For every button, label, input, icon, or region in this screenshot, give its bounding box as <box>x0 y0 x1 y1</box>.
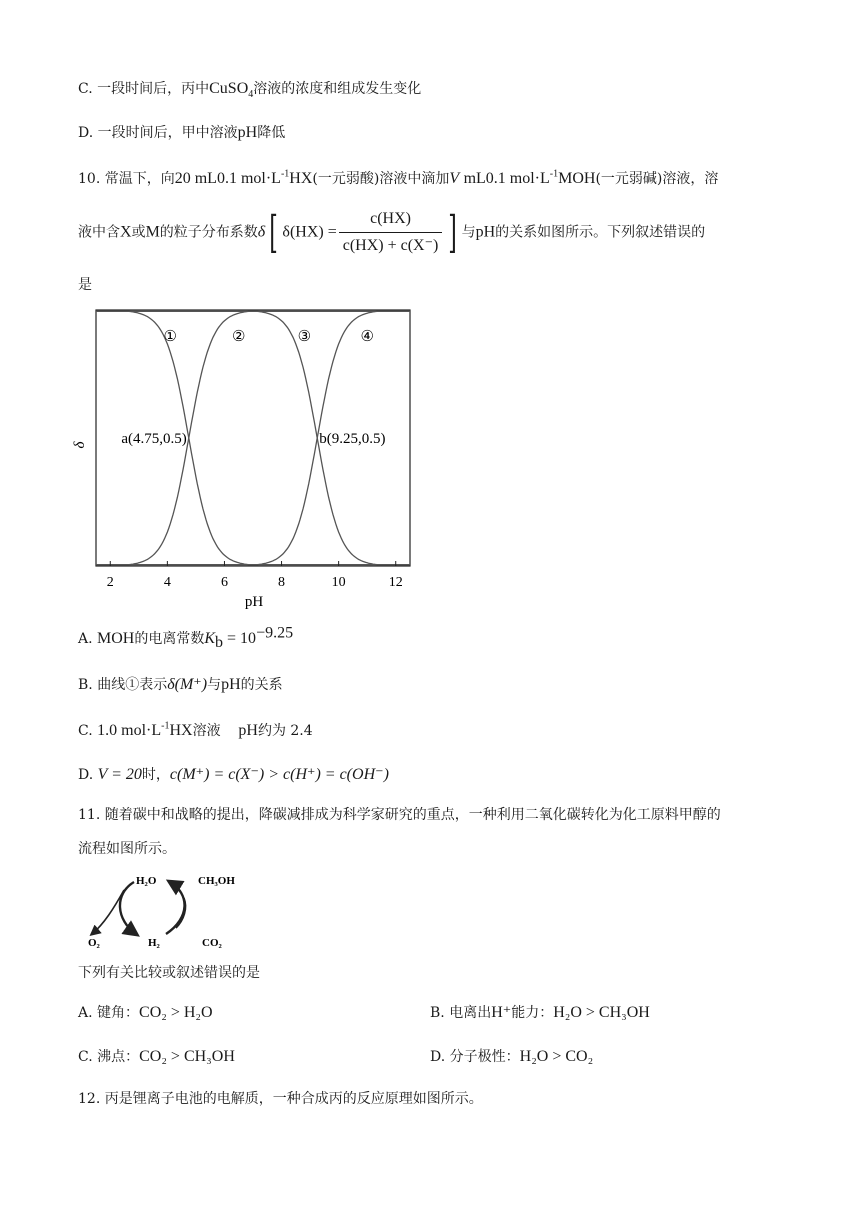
curve-label-2: ② <box>232 329 246 345</box>
q10-d-cond: V = 20 <box>97 766 142 783</box>
h2o-label: H₂O <box>136 875 157 887</box>
curve-label-1: ① <box>163 329 177 345</box>
q10-c-conc <box>97 722 192 739</box>
q10-b-mid: 与 <box>207 677 222 693</box>
q9-option-c <box>78 78 421 100</box>
right-bracket: ] <box>448 206 458 258</box>
q10-b-prefix: B. 曲线①表示 <box>78 677 168 693</box>
delta-hx-lhs: δ(HX) = <box>282 223 337 241</box>
fraction-denominator: c(HX) + c(X⁻) <box>342 237 439 254</box>
curve-label-3: ③ <box>297 329 312 345</box>
q10-d-time: 时， <box>141 767 170 783</box>
q10-c-suffix: 约为 2.4 <box>257 723 313 739</box>
fraction-numerator: c(HX) <box>339 208 443 233</box>
y-axis-label: δ <box>72 441 88 449</box>
q10-b-ph: pH <box>221 676 241 693</box>
q10-option-a <box>78 624 294 651</box>
moh-text: MOH <box>558 170 596 187</box>
q12-stem-line1: 12. 丙是锂离子电池的电解质，一种合成丙的反应原理如图所示。 <box>78 1091 483 1107</box>
q10-b-suffix: 的关系 <box>240 677 283 693</box>
distribution-chart <box>72 300 423 612</box>
q11-question: 下列有关比较或叙述错误的是 <box>78 965 260 981</box>
q11-d-prefix: D. 分子极性： <box>430 1049 520 1065</box>
conc1-sup: -1 <box>280 168 290 180</box>
q10-stem-line1 <box>78 168 718 190</box>
q10-conc2 <box>464 170 596 187</box>
x-tick-label: 4 <box>163 575 171 590</box>
arrow-to-o2 <box>92 890 124 934</box>
kb-exponent: −9.25 <box>256 624 294 642</box>
q10-c-prefix: C. <box>78 723 93 739</box>
q11-b-mid: 能力： <box>511 1005 554 1021</box>
distribution-fraction <box>339 208 443 257</box>
q10-stem-line3: 是 <box>78 277 92 293</box>
q10-c-mid: 溶液 <box>192 723 221 739</box>
q10-c-conc-text: 1.0 mol·L <box>97 722 162 739</box>
delta-symbol: δ <box>257 223 266 241</box>
q10-a-moh: MOH <box>97 630 135 647</box>
q11-a-expr: CO₂ > H₂O <box>139 1004 213 1021</box>
q11-b-expr: H₂O > CH₃OH <box>553 1004 650 1021</box>
methanol-cycle-diagram <box>78 868 253 952</box>
q11-b-prefix: B. 电离出 <box>430 1005 492 1021</box>
q9-option-d <box>78 122 285 144</box>
q11-a-prefix: A. 键角： <box>78 1005 140 1021</box>
q11-c-expr: CO₂ > CH₃OH <box>139 1048 235 1065</box>
q11-option-c <box>78 1046 235 1068</box>
kb-sub: b <box>215 633 224 651</box>
x-tick-label: 8 <box>278 575 286 590</box>
left-bracket: [ <box>269 206 279 258</box>
kb-symbol: K <box>204 630 216 647</box>
q11-option-b <box>430 1002 650 1024</box>
q10-conc1 <box>175 170 313 187</box>
q11-stem-line2: 流程如图所示。 <box>78 841 176 857</box>
q11-d-expr: H₂O > CO₂ <box>519 1048 594 1065</box>
x-tick-label: 2 <box>106 575 114 590</box>
q10-option-b <box>78 674 283 696</box>
q10-a-prefix: A. <box>78 631 93 647</box>
x-tick-label: 6 <box>220 575 228 590</box>
h2-label: H₂ <box>148 937 160 949</box>
ch3oh-label: CH₃OH <box>198 875 235 887</box>
q10-l1a: 10. 常温下，向 <box>78 171 175 187</box>
q10-c-ph: pH <box>238 722 258 739</box>
kb-value: = 10 <box>223 630 257 647</box>
arrow-co2-to-ch3oh <box>166 882 185 934</box>
q10-l2c: 与 <box>461 224 476 241</box>
x-text: X <box>120 223 132 241</box>
q9-d-ph: pH <box>237 124 258 141</box>
q10-d-prefix: D. <box>78 767 94 783</box>
or-text: 或 <box>131 224 146 241</box>
q10-stem-line2 <box>78 208 705 257</box>
conc2-text: mL0.1 mol·L <box>463 170 550 187</box>
q10-a-text: 的电离常数 <box>134 631 205 647</box>
cuso-text: CuSO <box>209 80 249 97</box>
cuso-sub: 4 <box>248 89 254 101</box>
q10-c-hx: HX <box>169 722 193 739</box>
annotation-point-a: a(4.75,0.5) <box>121 431 187 447</box>
q11-b-h: H⁺ <box>491 1004 512 1021</box>
q10-l2-ph: pH <box>475 223 496 241</box>
co2-label: CO₂ <box>202 937 222 949</box>
q9-d-suffix: 降低 <box>257 125 286 141</box>
m-text: M <box>145 223 160 241</box>
q10-b-delta: δ(M⁺) <box>167 676 208 693</box>
q11-c-prefix: C. 沸点： <box>78 1049 140 1065</box>
q11-option-d <box>430 1046 593 1068</box>
q10-option-c <box>78 720 313 742</box>
annotation-point-b: b(9.25,0.5) <box>319 431 386 447</box>
q10-c-sup: -1 <box>161 720 170 732</box>
q9-d-prefix: D. 一段时间后，甲中溶液 <box>78 125 238 141</box>
x-tick-label: 10 <box>331 575 346 590</box>
conc1-text: 20 mL0.1 mol·L <box>174 170 281 187</box>
q10-l1d: (一元弱酸)溶液中滴加 <box>312 171 450 187</box>
v-var: V <box>449 170 460 187</box>
q11-option-a <box>78 1002 213 1024</box>
hx-text: HX <box>289 170 313 187</box>
curve-label-4: ④ <box>360 329 374 345</box>
arrow-h2o-to-h2 <box>120 882 136 934</box>
x-tick-label: 12 <box>388 575 403 590</box>
q10-option-d <box>78 764 389 786</box>
q10-l2d: 的关系如图所示。下列叙述错误的 <box>495 224 706 241</box>
q9-c-formula <box>209 80 254 101</box>
conc2-sup: -1 <box>549 168 559 180</box>
q10-l1g: (一元弱碱)溶液，溶 <box>595 171 719 187</box>
q10-l2a: 液中含 <box>78 224 120 241</box>
o2-label: O₂ <box>88 937 100 949</box>
x-axis-label: pH <box>244 594 264 610</box>
q11-stem-line1: 11. 随着碳中和战略的提出，降碳减排成为科学家研究的重点，一种利用二氧化碳转化为化工原料甲醇的 <box>78 807 721 823</box>
q10-d-relation: c(M⁺) = c(X⁻) > c(H⁺) = c(OH⁻) <box>169 766 389 783</box>
q9-c-suffix: 溶液的浓度和组成发生变化 <box>253 81 422 97</box>
q10-l2b: 的粒子分布系数 <box>159 224 258 241</box>
q9-c-prefix: C. 一段时间后，丙中 <box>78 81 210 97</box>
